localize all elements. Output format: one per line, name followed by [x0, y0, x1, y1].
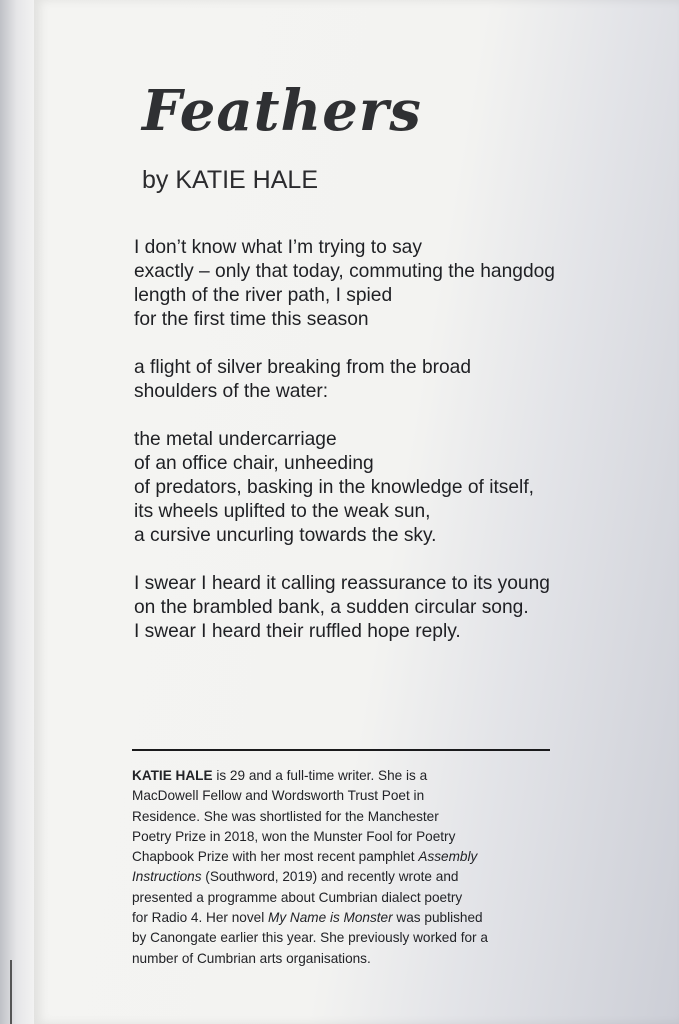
- stanza: [134, 572, 679, 644]
- poem-line: length of the river path, I spied: [134, 285, 393, 306]
- page-edge-line: [10, 960, 12, 1024]
- page-edge: [0, 0, 34, 1024]
- bio-text: is 29 and a full-time writer. She is a: [212, 768, 428, 783]
- bio-text: was published: [392, 910, 483, 926]
- bio-line: [132, 867, 562, 887]
- author-bio: [132, 766, 562, 969]
- bio-text: for Radio 4. Her novel: [132, 910, 269, 926]
- poem-line: I swear I heard it calling reassurance to its young: [134, 573, 550, 594]
- bio-line: Poetry Prize in 2018, won the Munster Fool for Poetry: [132, 828, 456, 844]
- bio-text: (Southword, 2019) and recently wrote and: [201, 869, 459, 885]
- poem-line: exactly – only that today, commuting the hangdog: [134, 261, 555, 282]
- bio-line: [132, 908, 562, 928]
- bio-line: by Canongate earlier this year. She previously worked for a: [132, 930, 488, 946]
- book-page: [34, 0, 679, 1024]
- bio-line: [132, 766, 562, 786]
- poem-line: of predators, basking in the knowledge of itself,: [134, 477, 534, 498]
- poem-line: on the brambled bank, a sudden circular song.: [134, 597, 529, 618]
- bio-line: MacDowell Fellow and Wordsworth Trust Poet in: [132, 788, 425, 804]
- stanza: [134, 356, 679, 404]
- bio-line: [132, 847, 562, 867]
- bio-book-title: Instructions: [132, 869, 202, 885]
- byline: by KATIE HALE: [142, 166, 318, 194]
- poem-line: a flight of silver breaking from the broad: [134, 357, 472, 378]
- stanza: [134, 428, 679, 548]
- section-divider: [132, 749, 550, 751]
- bio-book-title: Assembly: [418, 849, 478, 865]
- poem-body: [134, 236, 679, 668]
- poem-line: of an office chair, unheeding: [134, 453, 374, 474]
- poem-title: Feathers: [142, 78, 422, 144]
- bio-author-name: KATIE HALE: [132, 768, 213, 783]
- bio-text: Chapbook Prize with her most recent pamphlet: [132, 849, 419, 865]
- stanza: [134, 236, 679, 332]
- poem-line: the metal undercarriage: [134, 429, 337, 450]
- bio-line: Residence. She was shortlisted for the Manchester: [132, 808, 439, 824]
- poem-line: I don’t know what I’m trying to say: [134, 237, 422, 258]
- bio-novel-title: My Name is Monster: [268, 910, 393, 926]
- poem-line: I swear I heard their ruffled hope reply.: [134, 621, 461, 642]
- poem-line: for the first time this season: [134, 309, 369, 330]
- bio-line: number of Cumbrian arts organisations.: [132, 950, 371, 966]
- poem-line: shoulders of the water:: [134, 381, 329, 402]
- poem-line: its wheels uplifted to the weak sun,: [134, 501, 431, 522]
- poem-line: a cursive uncurling towards the sky.: [134, 525, 437, 546]
- bio-line: presented a programme about Cumbrian dialect poetry: [132, 889, 463, 905]
